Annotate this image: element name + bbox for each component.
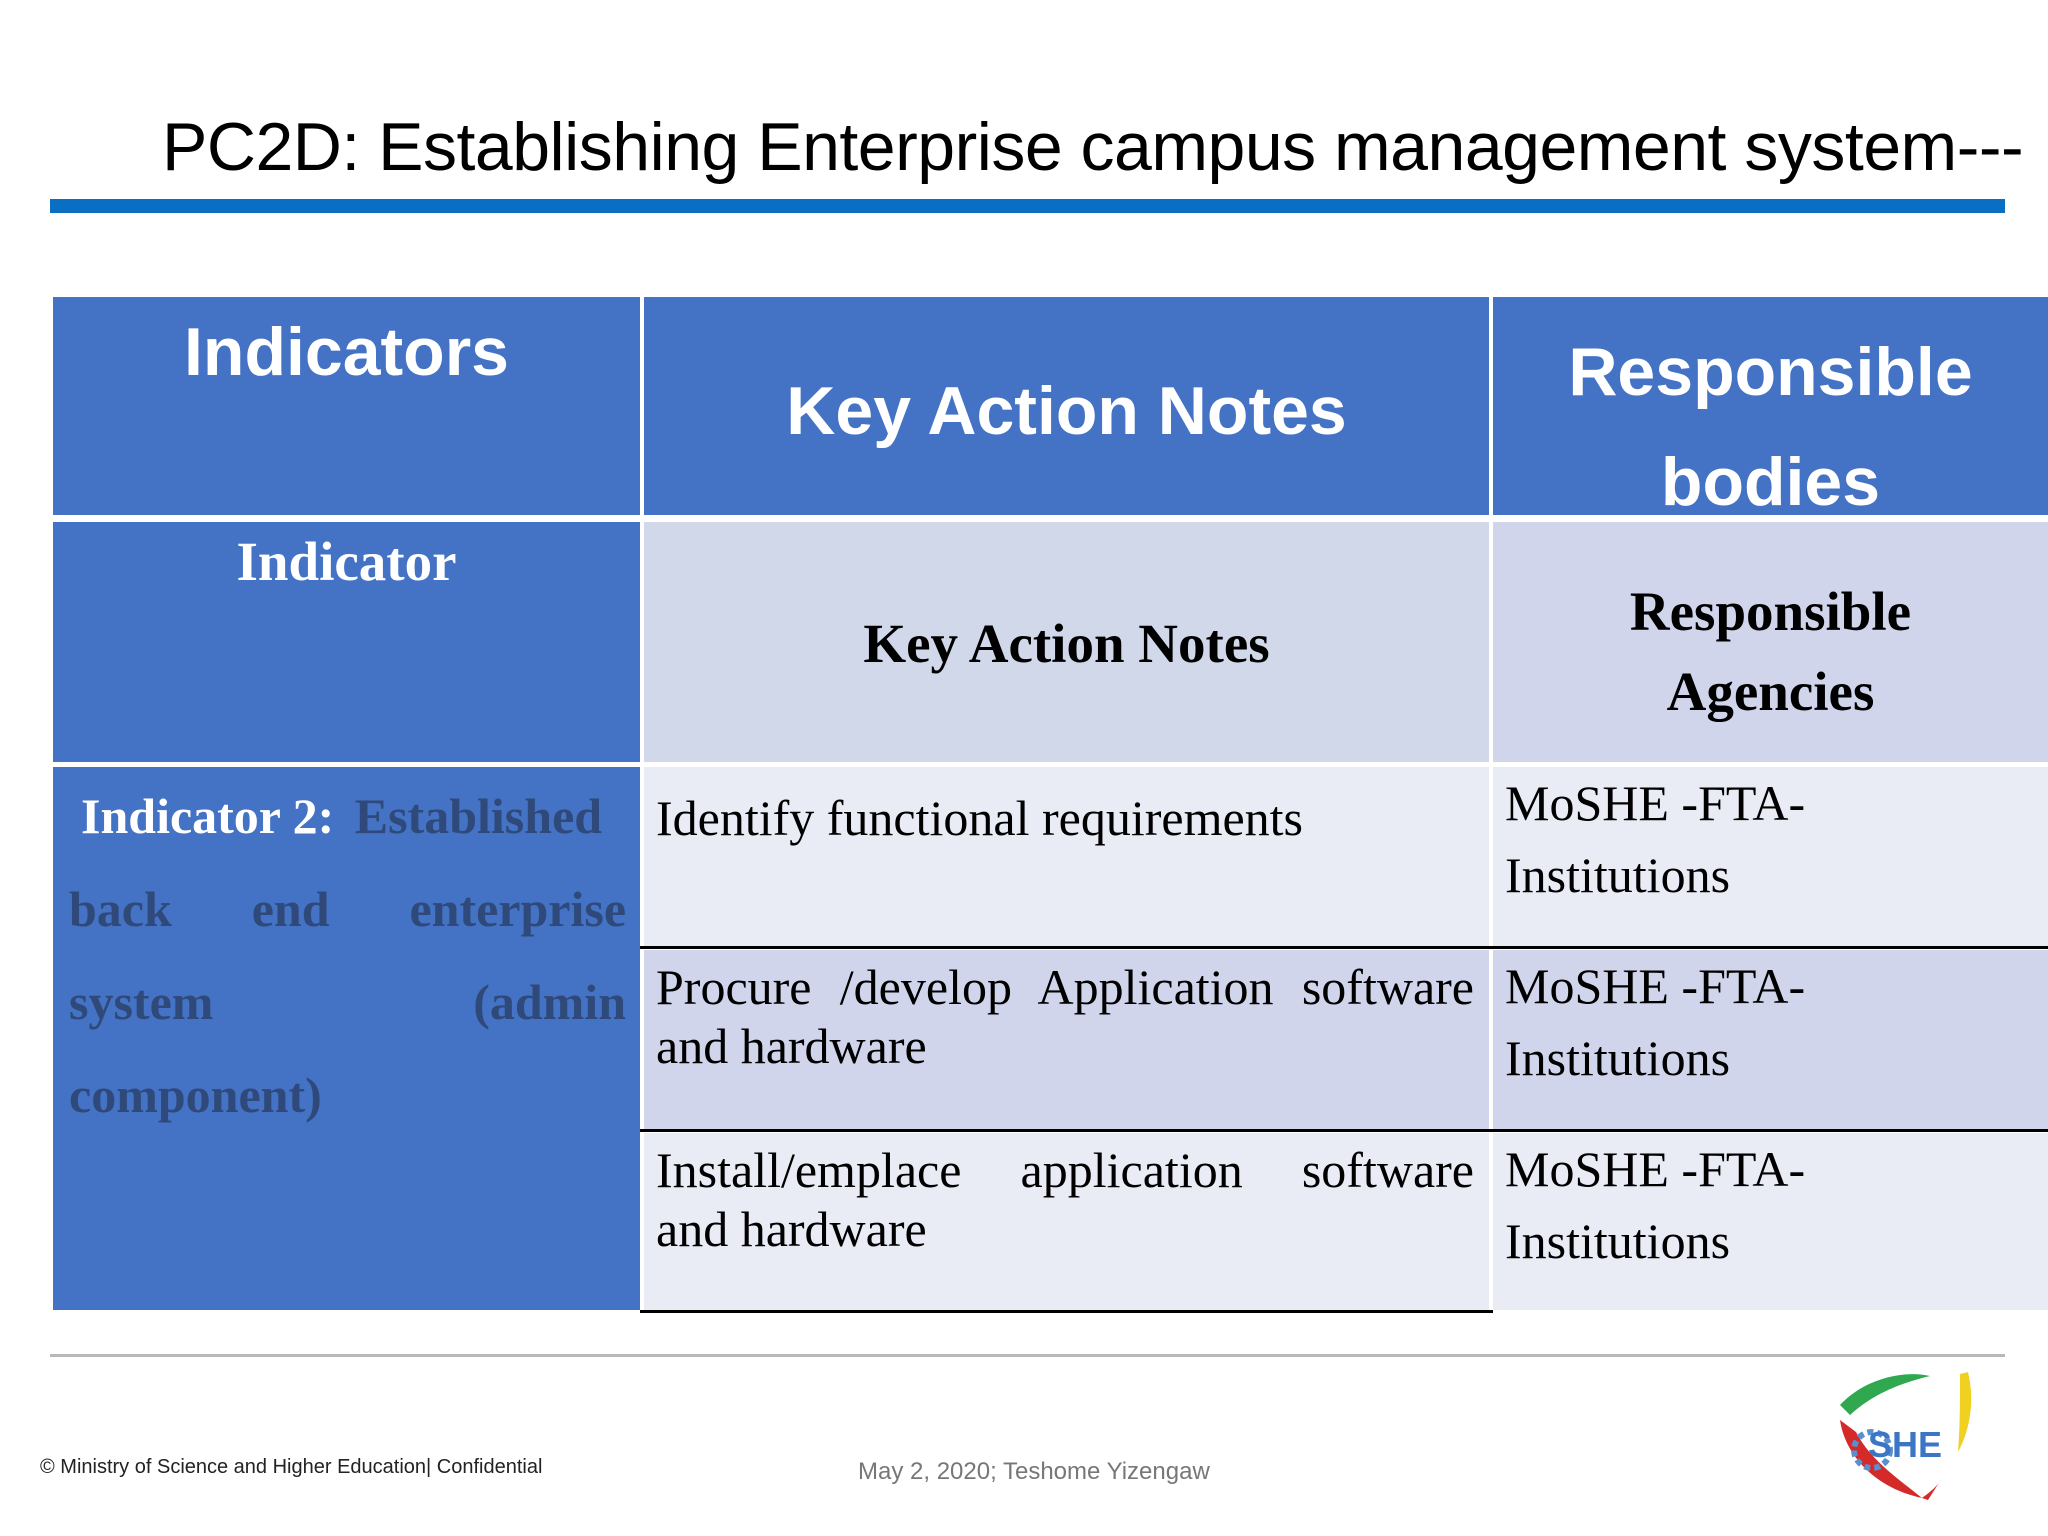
subheader-indicator	[53, 522, 640, 762]
row-3-action-cell	[644, 1133, 1489, 1310]
indicator-2-word-established: Established	[354, 788, 603, 844]
indicator-word: end	[251, 881, 330, 937]
indicator-2-line2	[69, 880, 626, 938]
row-3-action-line1	[656, 1141, 1474, 1200]
row-2-action-cell	[644, 950, 1489, 1130]
row-1-action-text: Identify functional requirements	[656, 790, 1303, 846]
logo-text: SHE	[1868, 1424, 1943, 1465]
row-3-action-line2: and hardware	[656, 1201, 927, 1257]
slide-title: PC2D: Establishing Enterprise campus management system---	[162, 109, 2024, 185]
indicator-2-line3	[69, 973, 626, 1031]
header-key-action-notes-label: Key Action Notes	[786, 373, 1347, 449]
subheader-responsible-agencies	[1493, 522, 2048, 762]
header-responsible-line1: Responsible	[1568, 334, 1973, 410]
subheader-key-action-notes-label: Key Action Notes	[863, 613, 1270, 674]
header-responsible-line2: bodies	[1660, 444, 1881, 520]
subheader-responsible-line1: Responsible	[1629, 581, 1912, 642]
footer-copyright: © Ministry of Science and Higher Education| Confidential	[40, 1456, 543, 1478]
subheader-indicator-label: Indicator	[236, 531, 457, 592]
row-3-responsible-line1: MoSHE -FTA-	[1505, 1141, 1806, 1197]
indicator-word: (admin	[473, 974, 626, 1030]
row-1-action-cell	[644, 767, 1489, 947]
indicator-word: back	[69, 881, 172, 937]
header-responsible-bodies	[1493, 297, 2048, 520]
row-2-responsible-line2: Institutions	[1505, 1030, 1731, 1086]
indicator-word: system	[69, 974, 214, 1030]
indicator-2-line1	[81, 787, 602, 845]
title-underline	[50, 199, 2005, 213]
indicator-2-cell	[53, 767, 640, 1310]
header-key-action-notes	[644, 297, 1489, 515]
row-3-responsible-line2: Institutions	[1505, 1213, 1731, 1269]
row-separator	[640, 1310, 1493, 1313]
subheader-key-action-notes	[644, 522, 1489, 762]
row-3-responsible-cell	[1493, 1133, 2048, 1310]
row-2-action-line1: Procure /develop Application software	[656, 959, 1474, 1015]
row-2-responsible-line1: MoSHE -FTA-	[1505, 958, 1806, 1014]
moshe-logo-icon	[1810, 1360, 1990, 1510]
indicator-2-line4: component)	[69, 1067, 322, 1123]
row-separator	[640, 946, 2048, 949]
header-indicators-label: Indicators	[184, 314, 509, 390]
row-separator	[640, 1129, 2048, 1132]
footer-divider	[50, 1354, 2005, 1357]
indicator-word: enterprise	[409, 881, 627, 937]
indicator-2-label: Indicator 2:	[81, 788, 335, 844]
footer-date-author: May 2, 2020; Teshome Yizengaw	[858, 1458, 1210, 1485]
row-1-responsible-cell	[1493, 767, 2048, 947]
row-2-responsible-cell	[1493, 950, 2048, 1130]
row-3-action-text: Install/emplace application software	[656, 1142, 1474, 1198]
subheader-responsible-line2: Agencies	[1666, 661, 1875, 722]
moshe-logo	[1810, 1360, 1990, 1510]
header-indicators	[53, 297, 640, 515]
row-1-responsible-line2: Institutions	[1505, 847, 1731, 903]
row-2-action-line2: and hardware	[656, 1018, 927, 1074]
row-1-responsible-line1: MoSHE -FTA-	[1505, 775, 1806, 831]
